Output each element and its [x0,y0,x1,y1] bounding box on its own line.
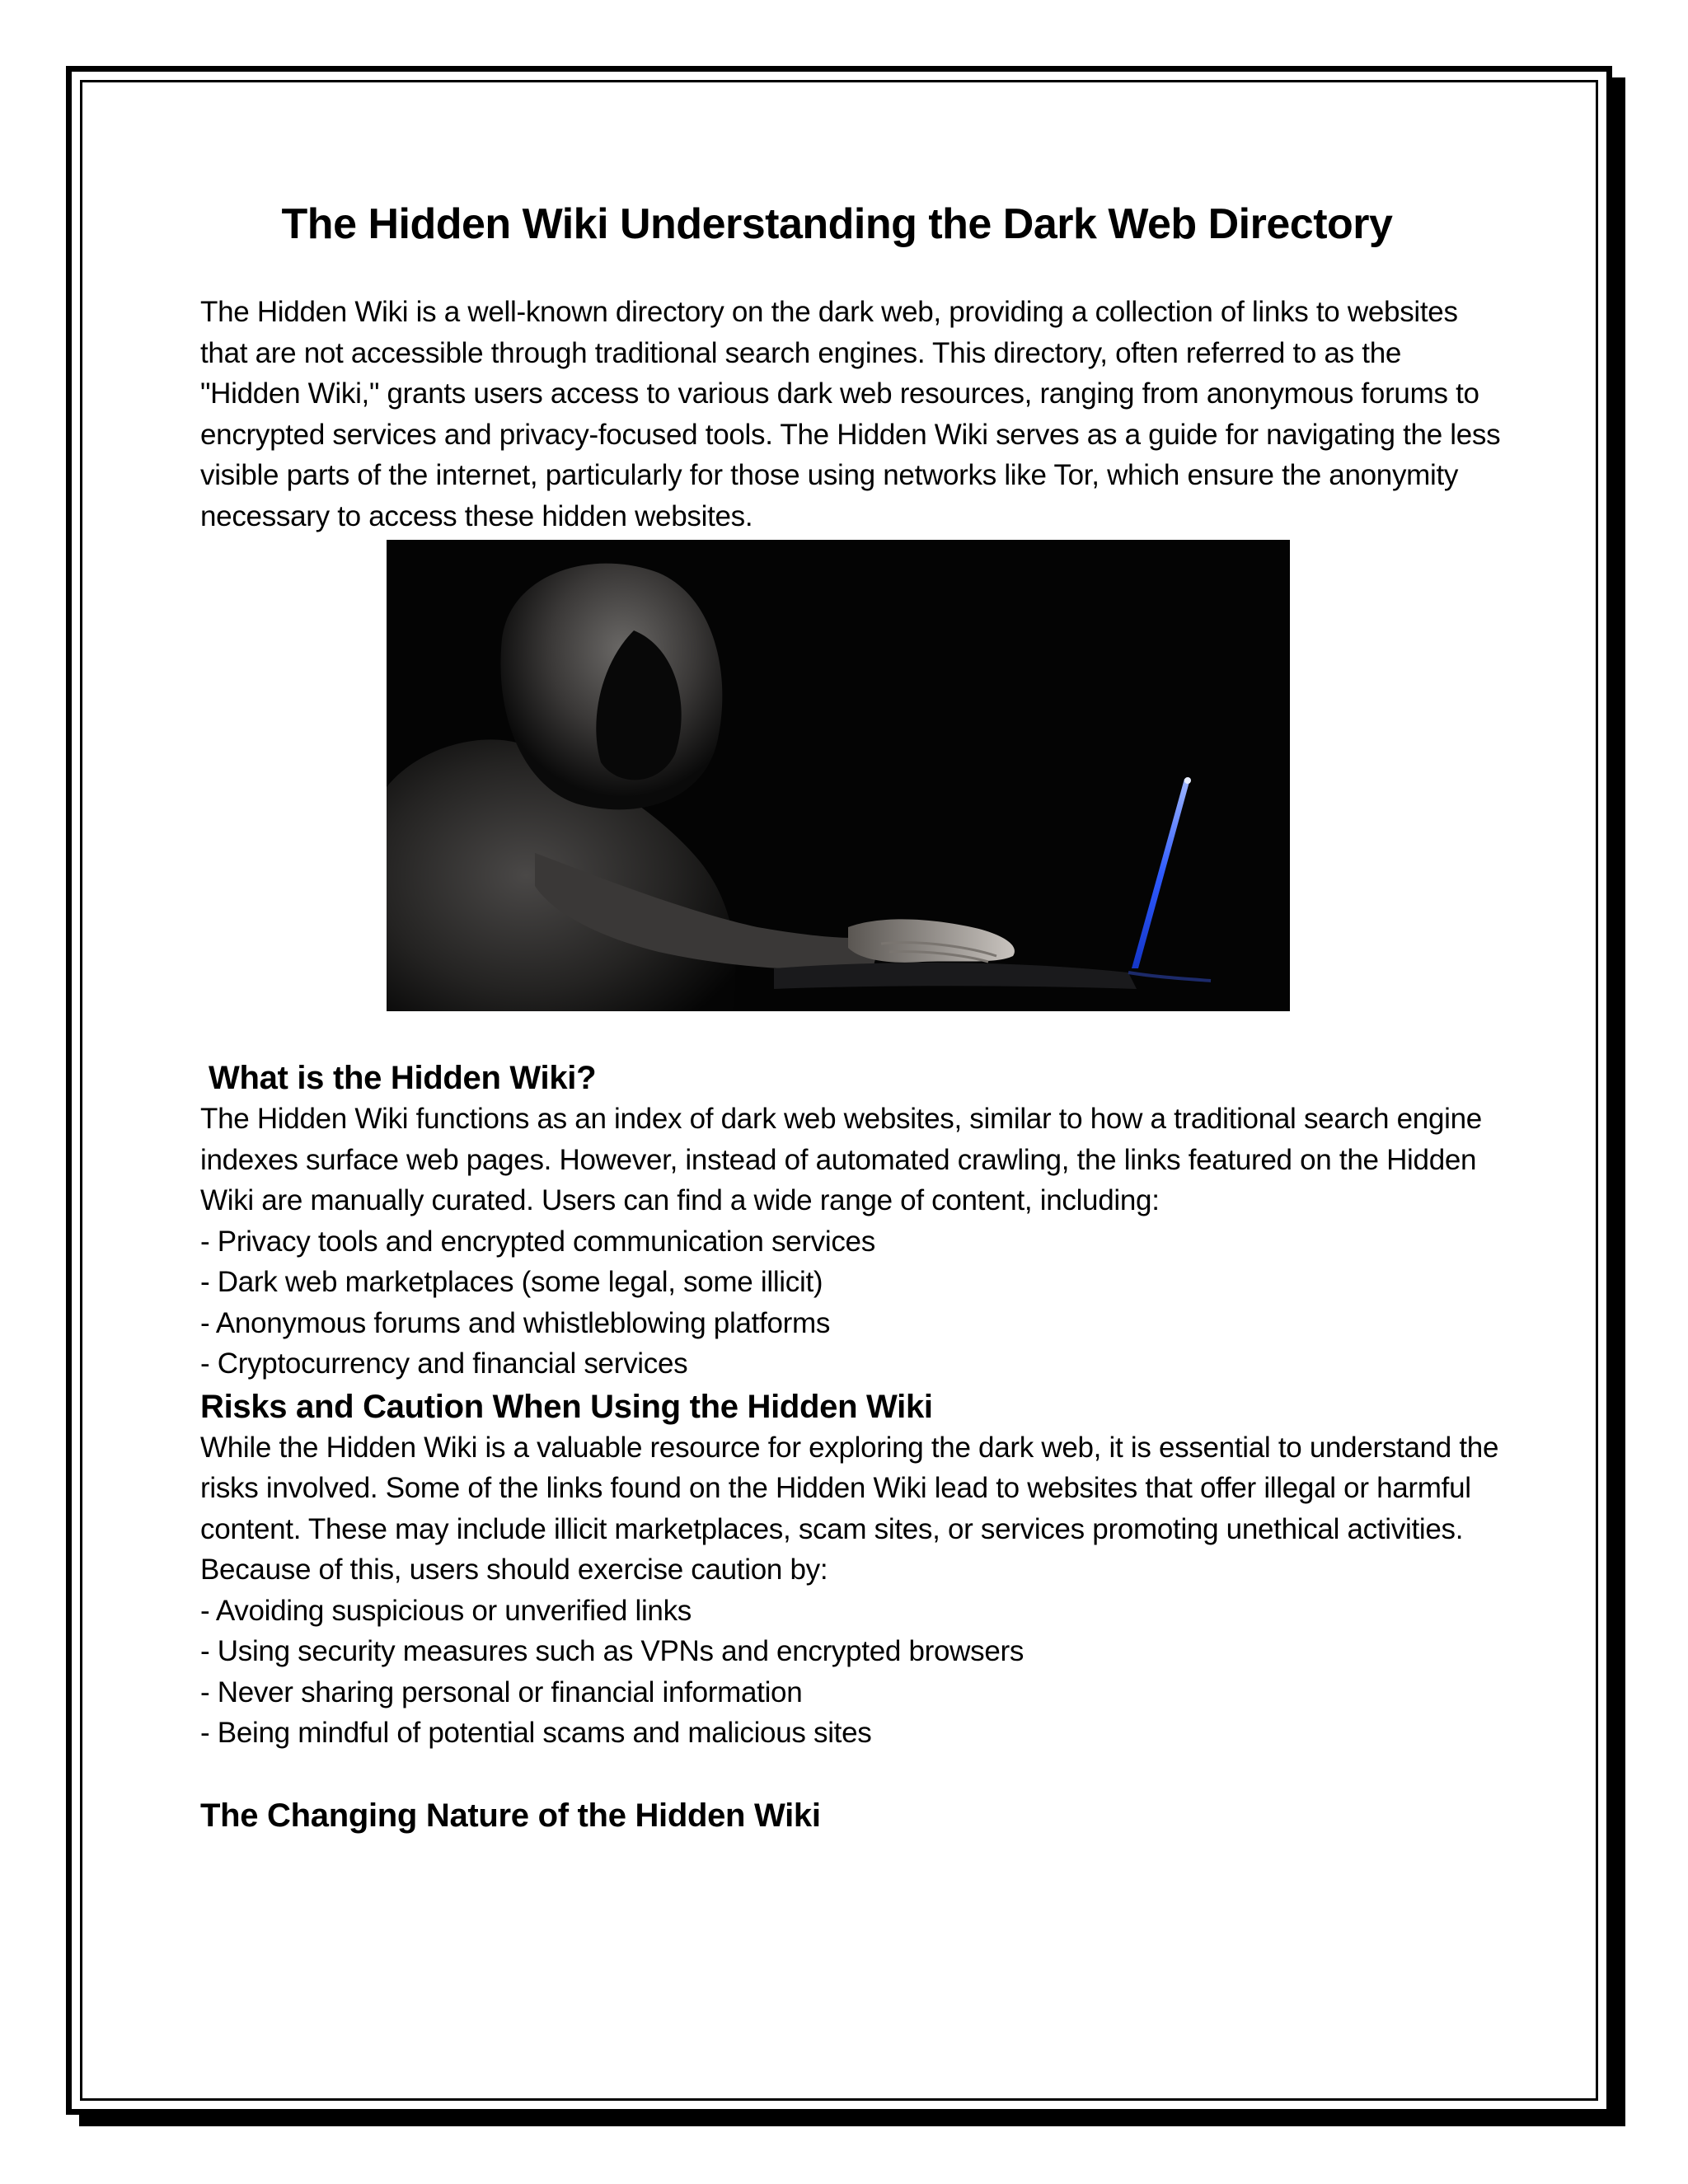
list-item: - Cryptocurrency and financial services [200,1347,688,1380]
section-heading-changing-nature: The Changing Nature of the Hidden Wiki [200,1797,821,1834]
list-item: - Avoiding suspicious or unverified links [200,1594,692,1627]
list-item: - Using security measures such as VPNs and encrypted browsers [200,1635,1025,1667]
list-item: - Dark web marketplaces (some legal, some illicit) [200,1266,823,1298]
list-item: - Anonymous forums and whistleblowing platforms [200,1306,831,1339]
caution-list [200,1591,1503,1754]
document-title: The Hidden Wiki Understanding the Dark Web Directory [281,200,1393,248]
hooded-person-laptop-photo [387,540,1290,1011]
section-heading-risks: Risks and Caution When Using the Hidden Wiki [200,1388,933,1425]
list-item: - Being mindful of potential scams and malicious sites [200,1717,872,1749]
list-item: - Never sharing personal or financial information [200,1675,803,1708]
section-body-what-is: The Hidden Wiki functions as an index of dark web websites, similar to how a traditional search engine indexes surface web pages. However, instead of automated crawling, the links featured on the Hidden Wiki are manually curated. Users can find a wide range of content, including: [200,1103,1482,1216]
content-list [200,1221,1503,1385]
document-body [200,198,1503,1836]
intro-paragraph: The Hidden Wiki is a well-known directory on the dark web, providing a collection of links to websites that are not accessible through traditional search engines. This directory, often referred to as the "Hidden Wiki," grants users access to various dark web resources, ranging from anonymous forums to encrypted services and privacy-focused tools. The Hidden Wiki serves as a guide for navigating the less visible parts of the internet, particularly for those using networks like Tor, which ensure the anonymity necessary to access these hidden websites. [200,296,1501,532]
section-heading-what-is: What is the Hidden Wiki? [209,1060,597,1096]
list-item: - Privacy tools and encrypted communication services [200,1225,875,1258]
section-body-risks: While the Hidden Wiki is a valuable resource for exploring the dark web, it is essential to understand the risks involved. Some of the links found on the Hidden Wiki lead to websites that offer illegal or harmful content. These may include illicit marketplaces, scam sites, or services promoting unethical activities. Because of this, users should exercise caution by: [200,1431,1499,1586]
